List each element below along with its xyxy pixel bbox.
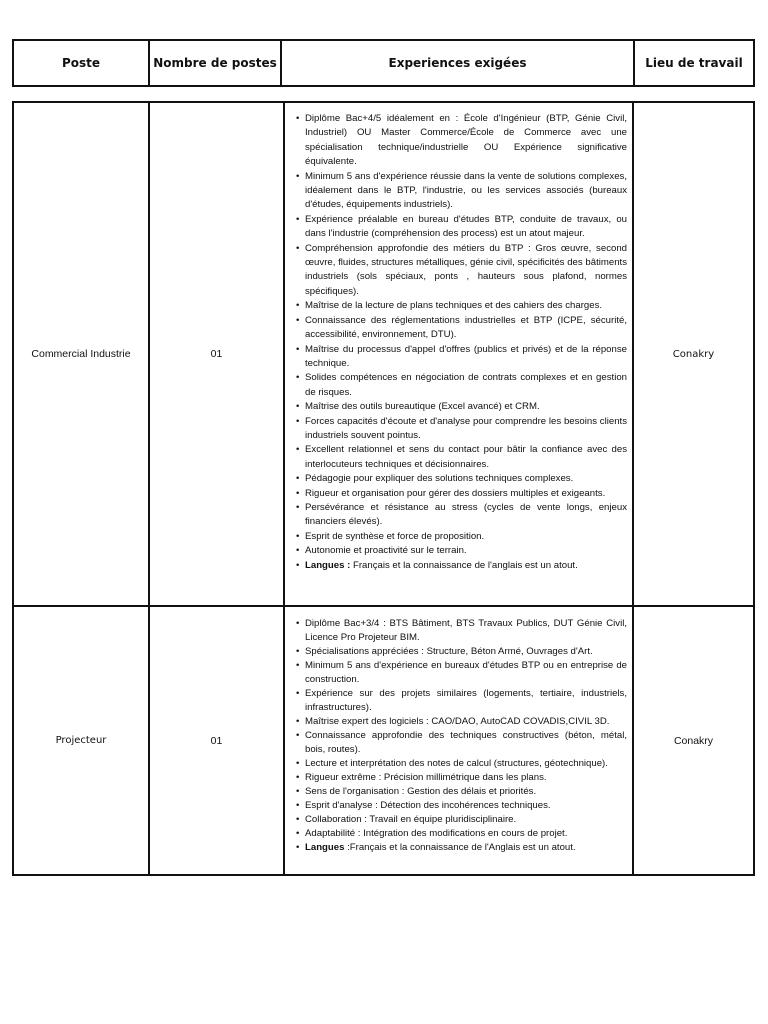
list-item: • Connaissance des réglementations industrielles et BTP (ICPE, sécurité, accessibilité, environnement, DTU). [305, 314, 627, 343]
list-item: • Expérience sur des projets similaires (logements, tertiaire, industriels, infrastructures). [305, 687, 627, 715]
lieu-cell: Conakry [672, 348, 715, 360]
list-item: • Esprit d'analyse : Détection des incohérences techniques. [305, 799, 627, 813]
list-item: • Sens de l'organisation : Gestion des délais et priorités. [305, 785, 627, 799]
job-table [12, 101, 755, 876]
header-lieu-de-travail: Lieu de travail [645, 56, 743, 70]
languages-item [305, 559, 627, 573]
list-item: • Esprit de synthèse et force de proposition. [305, 530, 627, 544]
list-item: • Spécialisations appréciées : Structure, Béton Armé, Ouvrages d'Art. [305, 645, 627, 659]
list-item: • Collaboration : Travail en équipe pluridisciplinaire. [305, 813, 627, 827]
list-item: • Minimum 5 ans d'expérience en bureaux d'études BTP ou en entreprise de construction. [305, 659, 627, 687]
poste-cell: Commercial Industrie [14, 103, 150, 605]
languages-text: :Français et la connaissance de l'Anglais est un atout. [344, 842, 576, 853]
languages-text: Français et la connaissance de l'anglais est un atout. [350, 559, 578, 571]
header-poste: Poste [14, 41, 150, 85]
list-item: • Autonomie et proactivité sur le terrain. [305, 544, 627, 558]
experiences-cell [285, 103, 634, 605]
lieu-cell: Conakry [673, 734, 714, 747]
header-nombre-de-postes: Nombre de postes [150, 41, 282, 85]
experiences-cell [285, 607, 634, 874]
list-item: • Minimum 5 ans d'expérience réussie dans la vente de solutions complexes, idéalement dans le BTP, l'industrie, ou les services associés (bureaux d'études, équipements industriels). [305, 170, 627, 213]
nombre-cell: 01 [150, 607, 285, 874]
list-item: • Maîtrise expert des logiciels : CAO/DAO, AutoCAD COVADIS,CIVIL 3D. [305, 715, 627, 729]
list-item: • Pédagogie pour expliquer des solutions techniques complexes. [305, 472, 627, 486]
table-row [14, 103, 753, 607]
list-item: • Rigueur et organisation pour gérer des dossiers multiples et exigeants. [305, 487, 627, 501]
list-item: • Forces capacités d'écoute et d'analyse pour comprendre les besoins clients industriels souvent pointus. [305, 415, 627, 444]
list-item: • Rigueur extrême : Précision millimétrique dans les plans. [305, 771, 627, 785]
list-item: • Solides compétences en négociation de contrats complexes et en gestion de risques. [305, 371, 627, 400]
list-item: • Adaptabilité : Intégration des modifications en cours de projet. [305, 827, 627, 841]
list-item: • Compréhension approfondie des métiers du BTP : Gros œuvre, second œuvre, fluides, structures métalliques, génie civil, spécificités des bâtiments industriels (sols spéciaux, ponts , hauteurs sous plafond, normes spécifiques). [305, 242, 627, 300]
list-item: • Maîtrise des outils bureautique (Excel avancé) et CRM. [305, 400, 627, 414]
header-experiences: Experiences exigées [282, 41, 635, 85]
list-item: • Expérience préalable en bureau d'études BTP, conduite de travaux, ou dans l'industrie (compréhension des process) est un atout majeur. [305, 213, 627, 242]
list-item: • Diplôme Bac+3/4 : BTS Bâtiment, BTS Travaux Publics, DUT Génie Civil, Licence Pro Projeteur BIM. [305, 617, 627, 645]
nombre-cell: 01 [150, 103, 285, 605]
list-item: • Maîtrise du processus d'appel d'offres (publics et privés) et de la réponse technique. [305, 343, 627, 372]
languages-label: Langues : [305, 559, 351, 571]
list-item: • Diplôme Bac+4/5 idéalement en : École d'Ingénieur (BTP, Génie Civil, Industriel) OU Master Commerce/École de Commerce avec une spécialisation technique/industrielle OU Expérience significative équivalente. [305, 112, 627, 170]
poste-cell: Projecteur [14, 607, 150, 874]
list-item: • Excellent relationnel et sens du contact pour bâtir la confiance avec des interlocuteurs techniques et décisionnaires. [305, 443, 627, 472]
list-item: • Lecture et interprétation des notes de calcul (structures, géotechnique). [305, 757, 627, 771]
list-item: • Maîtrise de la lecture de plans techniques et des cahiers des charges. [305, 299, 627, 313]
table-row [14, 607, 753, 874]
languages-label: Langues [305, 842, 345, 853]
list-item: • Persévérance et résistance au stress (cycles de vente longs, enjeux financiers élevés). [305, 501, 627, 530]
languages-item [305, 841, 627, 855]
requirements-list [285, 607, 632, 855]
requirements-list [285, 103, 632, 573]
list-item: • Connaissance approfondie des techniques constructives (béton, métal, bois, routes). [305, 729, 627, 757]
header-table [12, 39, 755, 87]
